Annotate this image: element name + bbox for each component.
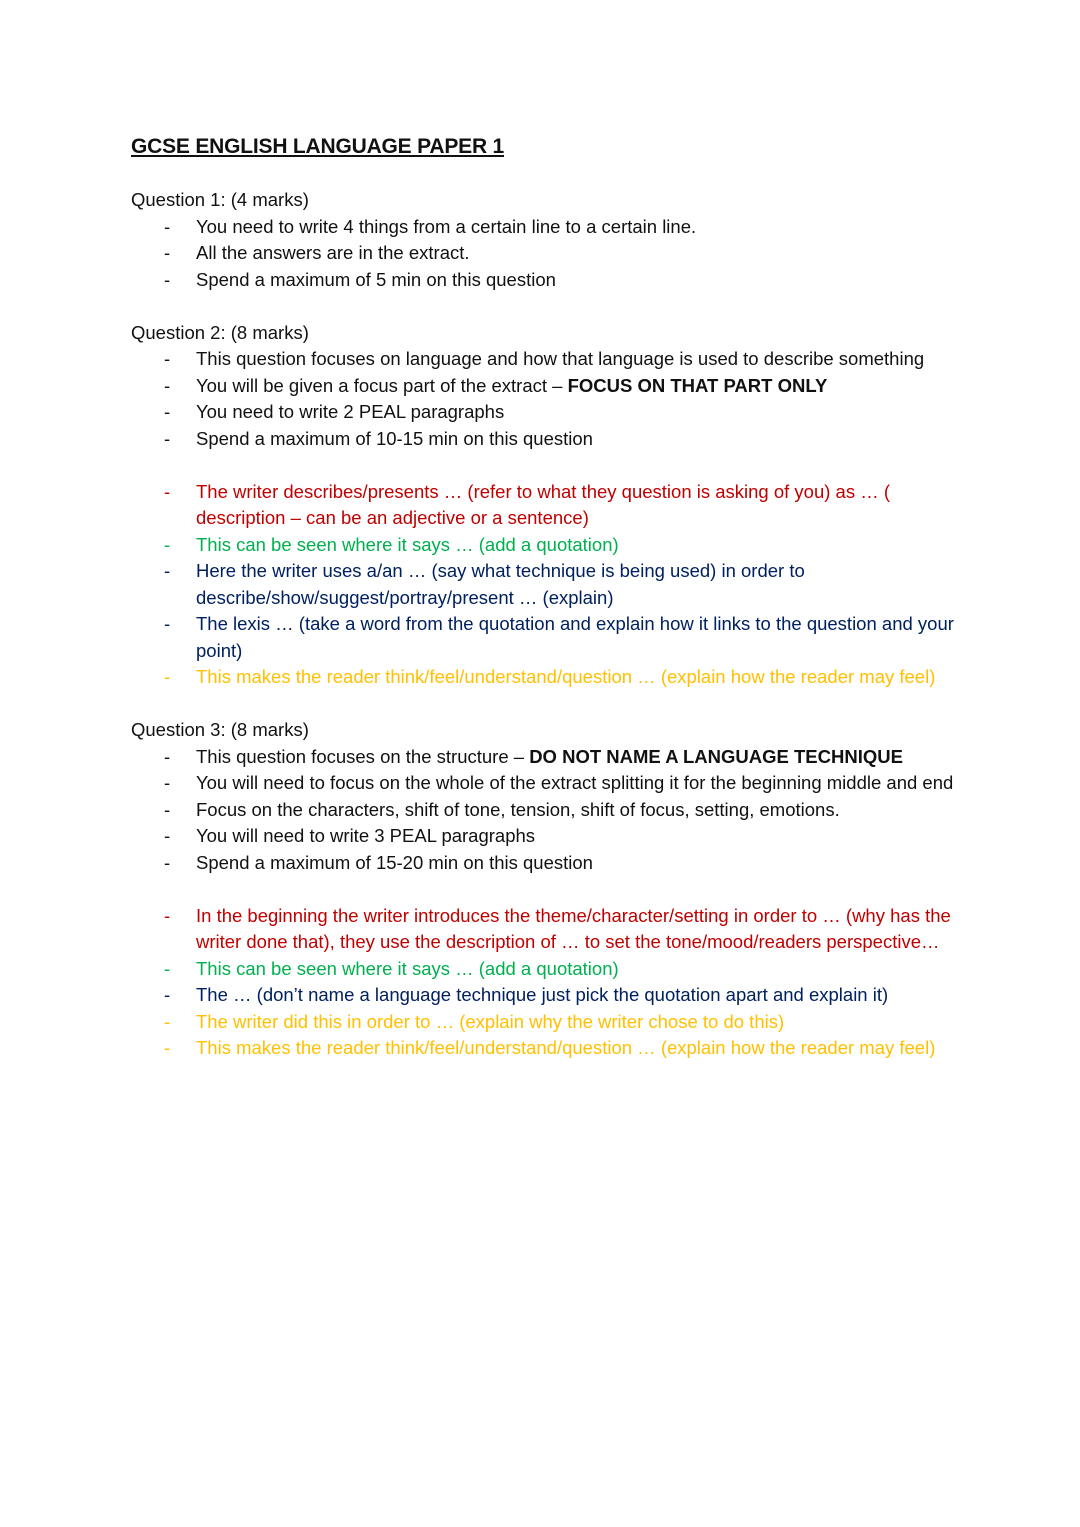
bold-emphasis: DO NOT NAME A LANGUAGE TECHNIQUE [529, 745, 903, 767]
bold-emphasis: FOCUS ON THAT PART ONLY [567, 374, 828, 396]
question-2-peal-template [131, 479, 961, 691]
question-2-section [131, 320, 961, 691]
list-item [131, 373, 961, 400]
peal-evidence: - This can be seen where it says … (add a quotation) [131, 956, 961, 983]
question-3-section [131, 717, 961, 1062]
bullet-text: Spend a maximum of 15-20 min on this question [196, 851, 593, 873]
question-1-bullets [131, 214, 961, 294]
question-heading: Question 2: (8 marks) [131, 321, 309, 343]
bullet-text: Spend a maximum of 5 min on this question [196, 268, 556, 290]
question-heading: Question 3: (8 marks) [131, 719, 309, 740]
list-item [131, 240, 961, 267]
question-3-bullets [131, 744, 961, 877]
bullet-text: You will need to focus on the whole of the extract splitting it for the beginning middle and end [196, 772, 954, 793]
peal-evidence: - This can be seen where it says … (add a quotation) [131, 532, 961, 559]
question-2-bullets [131, 346, 961, 452]
bullet-text: Spend a maximum of 10-15 min on this question [196, 427, 593, 449]
bullet-text: This question focuses on the structure – [196, 745, 530, 767]
question-1-section [131, 187, 961, 293]
peal-link: - This makes the reader think/feel/understand/question … (explain how the reader may feel) [131, 664, 961, 691]
bullet-text: You will be given a focus part of the extract – [196, 374, 568, 396]
bullet-text: This question focuses on language and how that language is used to describe something [196, 348, 925, 369]
spacer [131, 876, 961, 903]
bullet-text: You need to write 2 PEAL paragraphs [196, 401, 505, 422]
peal-analysis: - The … (don’t name a language technique just pick the quotation apart and explain it) [131, 982, 961, 1009]
list-item [131, 399, 961, 426]
question-heading: Question 1: (4 marks) [131, 189, 309, 210]
peal-lexis: - The lexis … (take a word from the quotation and explain how it links to the question and your point) [131, 611, 961, 664]
peal-point: - In the beginning the writer introduces the theme/character/setting in order to … (why has the writer done that), they use the description of … to set the tone/mood/readers perspective… [131, 903, 961, 956]
list-item [131, 770, 961, 797]
bullet-text: Focus on the characters, shift of tone, tension, shift of focus, setting, emotions. [196, 798, 840, 820]
list-item [131, 744, 961, 771]
spacer [131, 691, 961, 718]
list-item [131, 823, 961, 850]
list-item [131, 267, 961, 294]
peal-point: - The writer describes/presents … (refer to what they question is asking of you) as … ( description – can be an adjective or a sentence) [131, 479, 961, 532]
question-3-peal-template [131, 903, 961, 1062]
spacer [131, 293, 961, 320]
peal-analysis: - Here the writer uses a/an … (say what technique is being used) in order to describe/show/suggest/portray/present … (explain) [131, 558, 961, 611]
spacer [131, 452, 961, 479]
bullet-text: You need to write 4 things from a certain line to a certain line. [196, 215, 697, 237]
bullet-text: You will need to write 3 PEAL paragraphs [196, 825, 536, 846]
document-page [131, 132, 961, 1062]
list-item [131, 346, 961, 373]
list-item [131, 214, 961, 241]
document-title: GCSE ENGLISH LANGUAGE PAPER 1 [131, 135, 505, 158]
list-item [131, 850, 961, 877]
bullet-text: All the answers are in the extract. [196, 242, 470, 263]
list-item [131, 426, 961, 453]
list-item [131, 797, 961, 824]
peal-purpose: - The writer did this in order to … (explain why the writer chose to do this) [131, 1009, 961, 1036]
peal-link: - This makes the reader think/feel/understand/question … (explain how the reader may feel) [131, 1035, 961, 1062]
